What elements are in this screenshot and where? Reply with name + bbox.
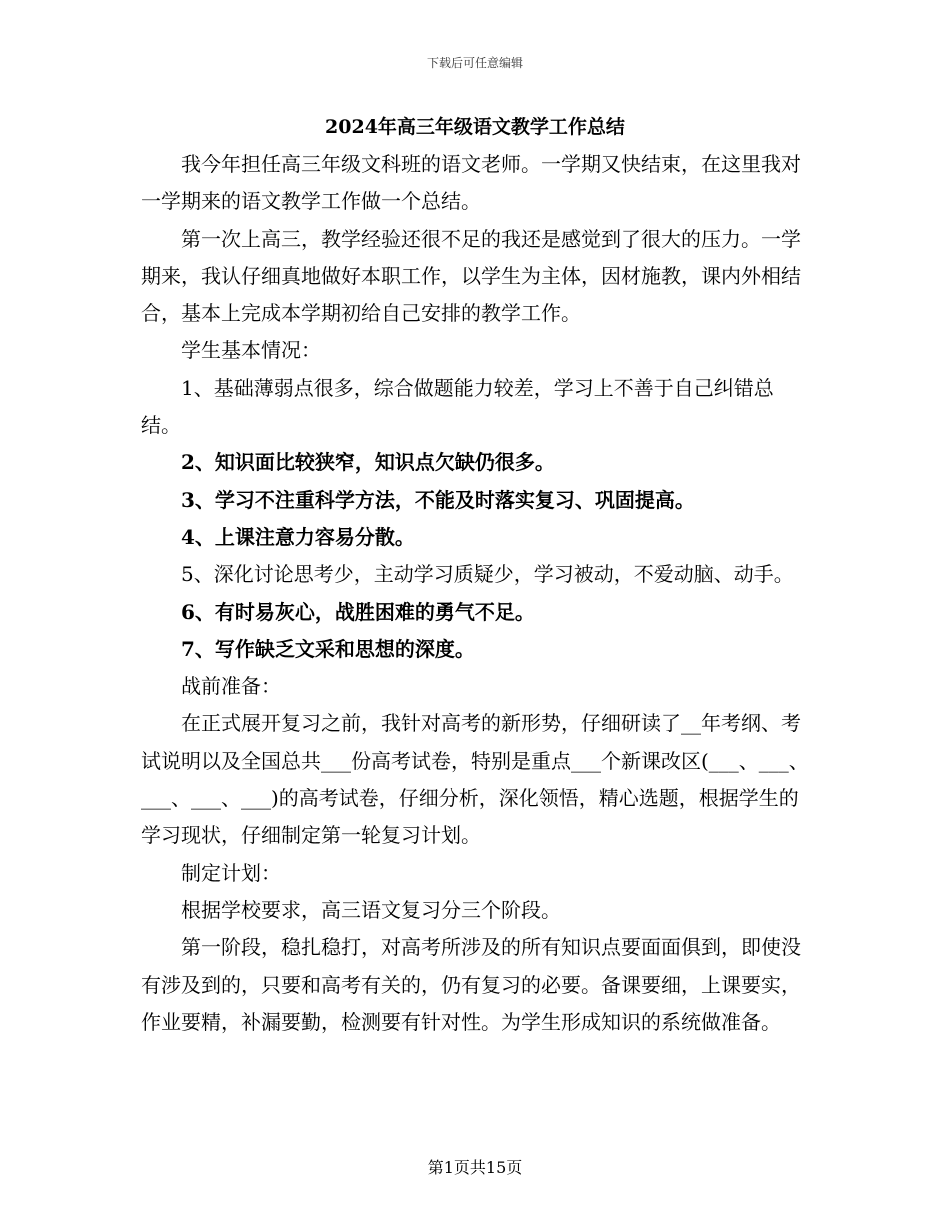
section-heading-plan: 制定计划： bbox=[181, 860, 281, 885]
header-note: 下载后可任意编辑 bbox=[426, 56, 523, 70]
paragraph-first-time: 第一次上高三，教学经验还很不足的我还是感觉到了很大的压力。一学期来，我认仔细真地做好本职工作，以学生为主体，因材施教，课内外相结合，基本上完成本学期初给自己安排的教学工作。 bbox=[141, 226, 801, 326]
list-item-3: 3、学习不注重科学方法，不能及时落实复习、巩固提高。 bbox=[181, 487, 695, 512]
section-heading-students: 学生基本情况： bbox=[181, 338, 321, 363]
paragraph-preparation: 在正式展开复习之前，我针对高考的新形势，仔细研读了__年考纲、考试说明以及全国总共___份高考试卷，特别是重点___个新课改区(___、___、___、___、___)的高考试卷，仔细分析，深化领悟，精心选题，根据学生的学习现状，仔细制定第一轮复习计划。 bbox=[141, 711, 809, 848]
page-number: 第1页共15页 bbox=[427, 1158, 523, 1177]
list-item-6: 6、有时易灰心，战胜困难的勇气不足。 bbox=[181, 599, 535, 624]
paragraph-plan-stages: 根据学校要求，高三语文复习分三个阶段。 bbox=[181, 897, 561, 922]
list-item-2: 2、知识面比较狭窄，知识点欠缺仍很多。 bbox=[181, 450, 555, 475]
document-body bbox=[141, 146, 813, 1041]
list-item-5: 5、深化讨论思考少，主动学习质疑少，学习被动，不爱动脑、动手。 bbox=[181, 562, 794, 587]
paragraph-stage-one: 第一阶段，稳扎稳打，对高考所涉及的所有知识点要面面俱到，即使没有涉及到的，只要和高考有关的，仍有复习的必要。备课要细，上课要实，作业要精，补漏要勤，检测要有针对性。为学生形成知识的系统做准备。 bbox=[141, 935, 801, 1034]
section-heading-preparation: 战前准备： bbox=[181, 674, 281, 699]
list-item-4: 4、上课注意力容易分散。 bbox=[181, 524, 415, 549]
paragraph-intro: 我今年担任高三年级文科班的语文老师。一学期又快结束，在这里我对一学期来的语文教学工作做一个总结。 bbox=[141, 152, 801, 214]
list-item-1: 1、基础薄弱点很多，综合做题能力较差，学习上不善于自己纠错总结。 bbox=[141, 375, 774, 438]
list-item-7: 7、写作缺乏文采和思想的深度。 bbox=[181, 636, 475, 661]
document-title: 2024年高三年级语文教学工作总结 bbox=[325, 116, 625, 138]
